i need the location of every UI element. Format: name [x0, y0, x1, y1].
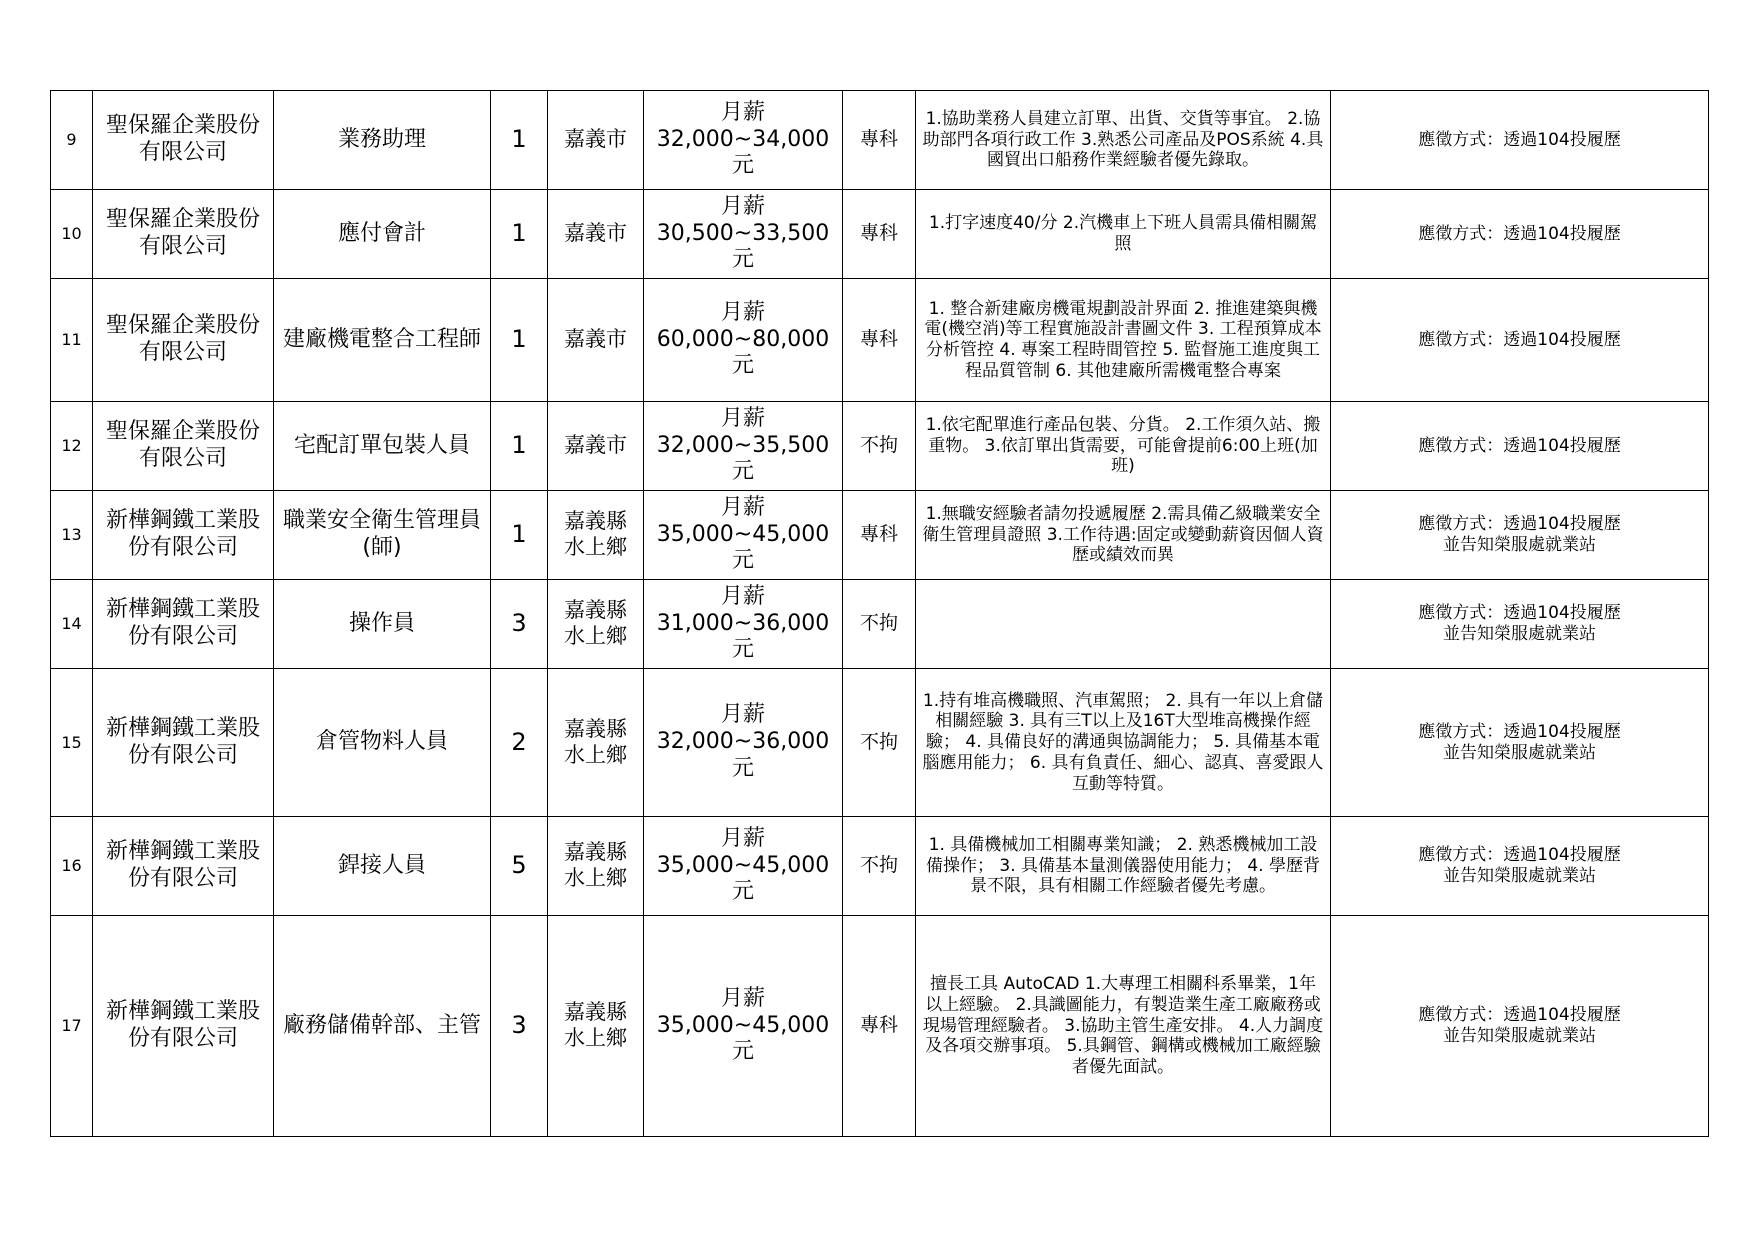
job-requirements: 擅長工具 AutoCAD 1.大專理工相關科系畢業，1年以上經驗。 2.具識圖能力，有製造業生產工廠廠務或現場管理經驗者。 3.協助主管生產安排。 4.人力調度及各項交辦事項。 5.具鋼管、鋼構或機械加工廠經驗者優先面試。 — [916, 916, 1331, 1137]
openings-count: 2 — [491, 669, 548, 817]
salary — [644, 279, 843, 402]
salary — [644, 580, 843, 669]
job-requirements: 1.依宅配單進行產品包裝、分貨。 2.工作須久站、搬重物。 3.依訂單出貨需要，可能會提前6:00上班(加班) — [916, 402, 1331, 491]
salary-range: 35,000~45,000元 — [656, 852, 830, 905]
job-requirements: 1.打字速度40/分 2.汽機車上下班人員需具備相關駕照 — [916, 190, 1331, 279]
education-requirement: 不拘 — [843, 669, 916, 817]
apply-line: 應徵方式：透過104投履歷 — [1418, 435, 1621, 456]
salary — [644, 669, 843, 817]
table-row — [51, 190, 1709, 279]
education-requirement: 專科 — [843, 279, 916, 402]
apply-line: 應徵方式：透過104投履歷 — [1418, 845, 1621, 866]
salary-range: 32,000~36,000元 — [656, 729, 830, 781]
apply-line: 應徵方式：透過104投履歷 — [1418, 721, 1621, 742]
application-method — [1331, 817, 1709, 916]
job-requirements: 1.持有堆高機職照、汽車駕照； 2. 具有一年以上倉儲相關經驗 3. 具有三T以上及16T大型堆高機操作經驗； 4. 具備良好的溝通與協調能力； 5. 具備基本電腦應用能力； 6. 具有負責任、細心、認真、喜愛跟人互動等特質。 — [916, 669, 1331, 817]
apply-line: 應徵方式：透過104投履歷 — [1418, 603, 1621, 624]
education-requirement: 不拘 — [843, 817, 916, 916]
salary — [644, 402, 843, 491]
row-number: 14 — [51, 580, 93, 669]
company-name: 新樺鋼鐵工業股份有限公司 — [93, 916, 274, 1137]
job-location: 嘉義縣水上鄉 — [548, 817, 644, 916]
company-name: 聖保羅企業股份有限公司 — [93, 190, 274, 279]
job-title: 操作員 — [274, 580, 491, 669]
job-location: 嘉義市 — [548, 190, 644, 279]
job-location: 嘉義縣水上鄉 — [548, 916, 644, 1137]
salary-range: 35,000~45,000元 — [656, 521, 830, 574]
job-title: 業務助理 — [274, 91, 491, 190]
table-row — [51, 669, 1709, 817]
salary-label: 月薪 — [720, 405, 765, 431]
row-number: 9 — [51, 91, 93, 190]
salary-range: 30,500~33,500元 — [656, 220, 830, 273]
education-requirement: 專科 — [843, 91, 916, 190]
company-name: 聖保羅企業股份有限公司 — [93, 402, 274, 491]
row-number: 15 — [51, 669, 93, 817]
row-number: 11 — [51, 279, 93, 402]
company-name: 新樺鋼鐵工業股份有限公司 — [93, 817, 274, 916]
job-requirements — [916, 580, 1331, 669]
row-number: 12 — [51, 402, 93, 491]
row-number: 17 — [51, 916, 93, 1137]
salary-label: 月薪 — [720, 825, 765, 851]
salary-range: 31,000~36,000元 — [656, 610, 830, 663]
job-title: 銲接人員 — [274, 817, 491, 916]
salary-range: 32,000~34,000元 — [656, 126, 830, 179]
application-method — [1331, 669, 1709, 817]
company-name: 新樺鋼鐵工業股份有限公司 — [93, 669, 274, 817]
openings-count: 5 — [491, 817, 548, 916]
salary — [644, 190, 843, 279]
salary — [644, 817, 843, 916]
openings-count: 1 — [491, 279, 548, 402]
table-row — [51, 91, 1709, 190]
salary-label: 月薪 — [720, 702, 765, 728]
apply-line: 並告知榮服處就業站 — [1443, 624, 1596, 644]
salary — [644, 491, 843, 580]
company-name: 聖保羅企業股份有限公司 — [93, 279, 274, 402]
job-title: 廠務儲備幹部、主管 — [274, 916, 491, 1137]
table-row — [51, 916, 1709, 1137]
education-requirement: 不拘 — [843, 580, 916, 669]
job-location: 嘉義縣水上鄉 — [548, 669, 644, 817]
job-title: 倉管物料人員 — [274, 669, 491, 817]
salary-label: 月薪 — [720, 985, 765, 1011]
education-requirement: 專科 — [843, 916, 916, 1137]
education-requirement: 專科 — [843, 190, 916, 279]
apply-line: 並告知榮服處就業站 — [1443, 742, 1596, 763]
job-title: 職業安全衛生管理員(師) — [274, 491, 491, 580]
job-title: 宅配訂單包裝人員 — [274, 402, 491, 491]
apply-line: 應徵方式：透過104投履歷 — [1418, 129, 1621, 150]
apply-line: 並告知榮服處就業站 — [1443, 866, 1596, 886]
openings-count: 1 — [491, 402, 548, 491]
job-location: 嘉義市 — [548, 402, 644, 491]
apply-line: 並告知榮服處就業站 — [1443, 535, 1596, 555]
application-method — [1331, 279, 1709, 402]
job-title: 應付會計 — [274, 190, 491, 279]
application-method — [1331, 916, 1709, 1137]
job-requirements: 1.無職安經驗者請勿投遞履歷 2.需具備乙級職業安全衛生管理員證照 3.工作待遇:固定或變動薪資因個人資歷或績效而異 — [916, 491, 1331, 580]
salary — [644, 916, 843, 1137]
job-requirements: 1. 具備機械加工相關專業知識； 2. 熟悉機械加工設備操作； 3. 具備基本量測儀器使用能力； 4. 學歷背景不限，具有相關工作經驗者優先考慮。 — [916, 817, 1331, 916]
job-location: 嘉義縣水上鄉 — [548, 580, 644, 669]
application-method — [1331, 91, 1709, 190]
salary-label: 月薪 — [720, 494, 765, 520]
openings-count: 1 — [491, 91, 548, 190]
company-name: 新樺鋼鐵工業股份有限公司 — [93, 580, 274, 669]
salary-range: 35,000~45,000元 — [656, 1012, 830, 1065]
salary-label: 月薪 — [720, 99, 765, 125]
job-location: 嘉義縣水上鄉 — [548, 491, 644, 580]
education-requirement: 專科 — [843, 491, 916, 580]
apply-line: 應徵方式：透過104投履歷 — [1418, 223, 1621, 244]
job-title: 建廠機電整合工程師 — [274, 279, 491, 402]
apply-line: 應徵方式：透過104投履歷 — [1418, 514, 1621, 535]
salary-range: 60,000~80,000元 — [656, 326, 830, 379]
company-name: 聖保羅企業股份有限公司 — [93, 91, 274, 190]
job-listing-table — [50, 90, 1709, 1137]
salary-label: 月薪 — [720, 193, 765, 219]
application-method — [1331, 491, 1709, 580]
application-method — [1331, 580, 1709, 669]
job-location: 嘉義市 — [548, 279, 644, 402]
row-number: 13 — [51, 491, 93, 580]
row-number: 10 — [51, 190, 93, 279]
openings-count: 3 — [491, 580, 548, 669]
table-row — [51, 580, 1709, 669]
table-row — [51, 279, 1709, 402]
salary — [644, 91, 843, 190]
job-requirements: 1.協助業務人員建立訂單、出貨、交貨等事宜。 2.協助部門各項行政工作 3.熟悉公司產品及POS系統 4.具國貿出口船務作業經驗者優先錄取。 — [916, 91, 1331, 190]
salary-range: 32,000~35,500元 — [656, 432, 830, 485]
apply-line: 並告知榮服處就業站 — [1443, 1026, 1596, 1046]
application-method — [1331, 190, 1709, 279]
openings-count: 1 — [491, 190, 548, 279]
education-requirement: 不拘 — [843, 402, 916, 491]
table-row — [51, 402, 1709, 491]
job-requirements: 1. 整合新建廠房機電規劃設計界面 2. 推進建築與機電(機空消)等工程實施設計書圖文件 3. 工程預算成本分析管控 4. 專案工程時間管控 5. 監督施工進度與工程品質管制 6. 其他建廠所需機電整合專案 — [916, 279, 1331, 402]
job-location: 嘉義市 — [548, 91, 644, 190]
openings-count: 3 — [491, 916, 548, 1137]
table-row — [51, 491, 1709, 580]
apply-line: 應徵方式：透過104投履歷 — [1418, 1005, 1621, 1026]
apply-line: 應徵方式：透過104投履歷 — [1418, 329, 1621, 350]
company-name: 新樺鋼鐵工業股份有限公司 — [93, 491, 274, 580]
table-row — [51, 817, 1709, 916]
row-number: 16 — [51, 817, 93, 916]
application-method — [1331, 402, 1709, 491]
openings-count: 1 — [491, 491, 548, 580]
salary-label: 月薪 — [720, 299, 765, 325]
salary-label: 月薪 — [720, 583, 765, 609]
